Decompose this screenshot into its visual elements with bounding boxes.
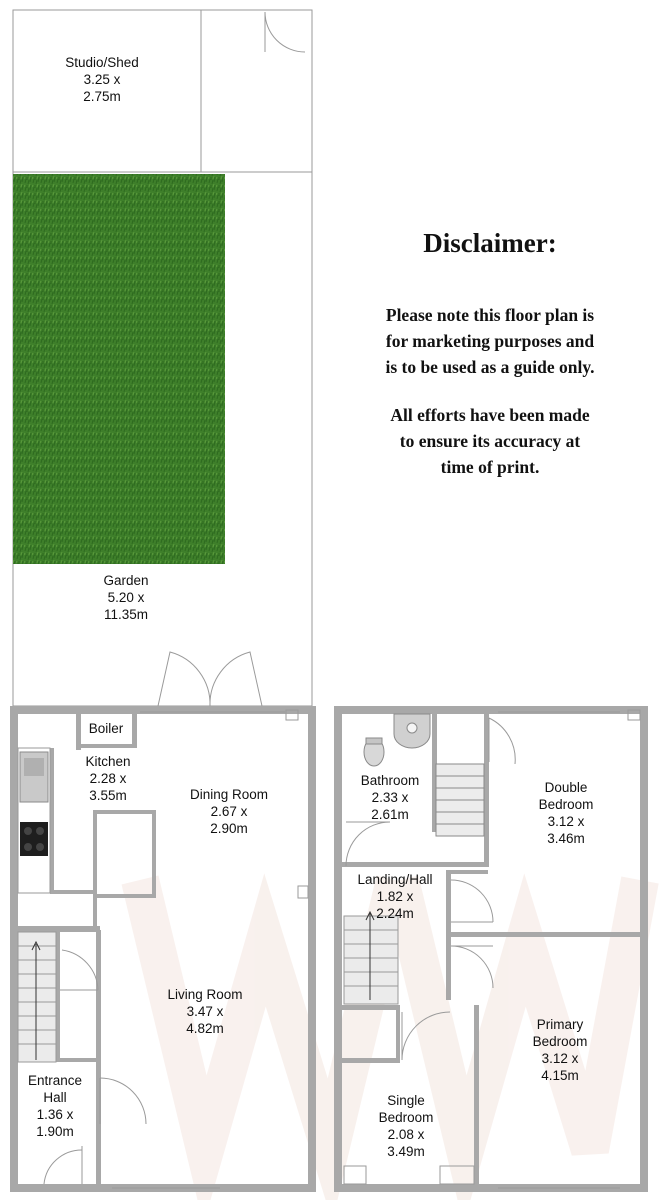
room-label-kitchen: Kitchen 2.28 x 3.55m	[85, 754, 131, 803]
room-label-garden: Garden 5.20 x 11.35m	[103, 573, 149, 622]
room-label-boiler: Boiler	[88, 721, 124, 736]
room-label-primary-bedroom: Primary Bedroom 3.12 x 4.15m	[532, 1017, 588, 1083]
room-label-living-room: Living Room 3.47 x 4.82m	[167, 987, 243, 1036]
garden-lawn	[13, 174, 225, 564]
stairs-ground	[18, 932, 56, 1062]
disclaimer-title: Disclaimer:	[423, 228, 557, 258]
garden-french-doors	[158, 652, 262, 706]
room-label-single-bedroom: Single Bedroom 2.08 x 3.49m	[378, 1093, 434, 1159]
room-label-studio-shed: Studio/Shed 3.25 x 2.75m	[65, 55, 139, 104]
disclaimer-paragraph-2: All efforts have been made to ensure its accuracy at time of print.	[390, 405, 590, 477]
room-label-landing-hall: Landing/Hall 1.82 x 2.24m	[357, 872, 433, 921]
kitchen-units	[18, 748, 50, 893]
disclaimer-paragraph-1: Please note this floor plan is for marketing purposes and is to be used as a guide only.	[385, 305, 595, 377]
room-label-dining-room: Dining Room 2.67 x 2.90m	[189, 787, 269, 836]
hob-icon	[20, 822, 48, 856]
stairs-first	[344, 912, 398, 1004]
room-label-double-bedroom: Double Bedroom 3.12 x 3.46m	[538, 780, 594, 846]
room-label-bathroom: Bathroom 2.33 x 2.61m	[360, 773, 420, 822]
room-label-entrance-hall: Entrance Hall 1.36 x 1.90m	[27, 1073, 83, 1139]
